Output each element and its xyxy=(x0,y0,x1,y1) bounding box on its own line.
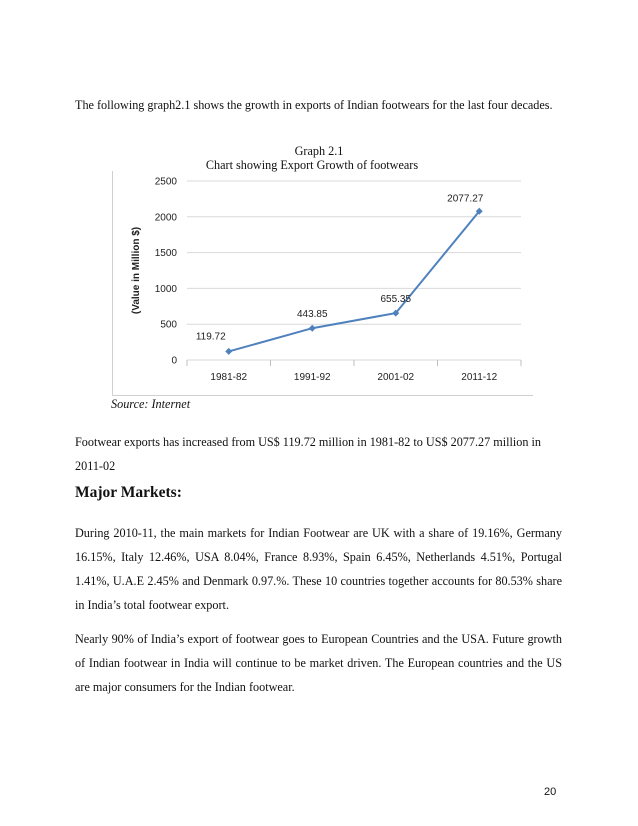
data-point xyxy=(309,325,316,332)
y-tick-label: 1500 xyxy=(154,248,177,260)
y-tick-label: 2500 xyxy=(154,176,177,188)
x-tick-label: 1981-82 xyxy=(210,372,248,383)
intro-paragraph: The following graph2.1 shows the growth in exports of Indian footwears for the last four decades. xyxy=(75,98,553,112)
data-label: 655.35 xyxy=(380,294,412,306)
data-label: 119.72 xyxy=(195,331,226,343)
y-tick-label: 0 xyxy=(171,355,177,367)
export-growth-chart xyxy=(112,171,533,396)
export-summary-paragraph: Footwear exports has increased from US$ 119.72 million in 1981-82 to US$ 2077.27 million in 2011-02 xyxy=(75,435,542,473)
y-axis-label: (Value in Million $) xyxy=(131,226,142,315)
graph-caption-title: Chart showing Export Growth of footwears xyxy=(205,158,419,172)
data-label: 2077.27 xyxy=(447,193,484,205)
chart-source: Source: Internet xyxy=(111,397,191,411)
x-tick-label: 2011-12 xyxy=(461,372,498,383)
graph-caption-number: Graph 2.1 xyxy=(294,144,344,158)
section-heading: Major Markets: xyxy=(75,484,182,501)
series-line xyxy=(229,211,480,351)
data-point xyxy=(225,348,232,355)
y-tick-label: 2000 xyxy=(154,212,177,224)
y-tick-label: 1000 xyxy=(154,283,177,295)
major-markets-paragraph: During 2010-11, the main markets for Indian Footwear are UK with a share of 19.16%, Germany 16.15%, Italy 12.46%, USA 8.04%, France 8.93%, Spain 6.45%, Netherlands 4.51%, Portugal 1.41%, U.A.E 2.45% and Denmark 0.97.%. These 10 countries together accounts for 80.53% share in India’s total footwear export. xyxy=(75,526,562,612)
export-destination-paragraph: Nearly 90% of India’s export of footwear goes to European Countries and the USA. Future growth of Indian footwear in India will continue to be market driven. The European countries and the US are major consumers for the Indian footwear. xyxy=(75,632,562,694)
chart-svg xyxy=(113,171,533,395)
x-tick-label: 2001-02 xyxy=(377,372,415,383)
y-tick-label: 500 xyxy=(160,319,177,331)
data-label: 443.85 xyxy=(296,309,328,321)
x-tick-label: 1991-92 xyxy=(293,372,331,383)
page-number: 20 xyxy=(544,786,557,798)
